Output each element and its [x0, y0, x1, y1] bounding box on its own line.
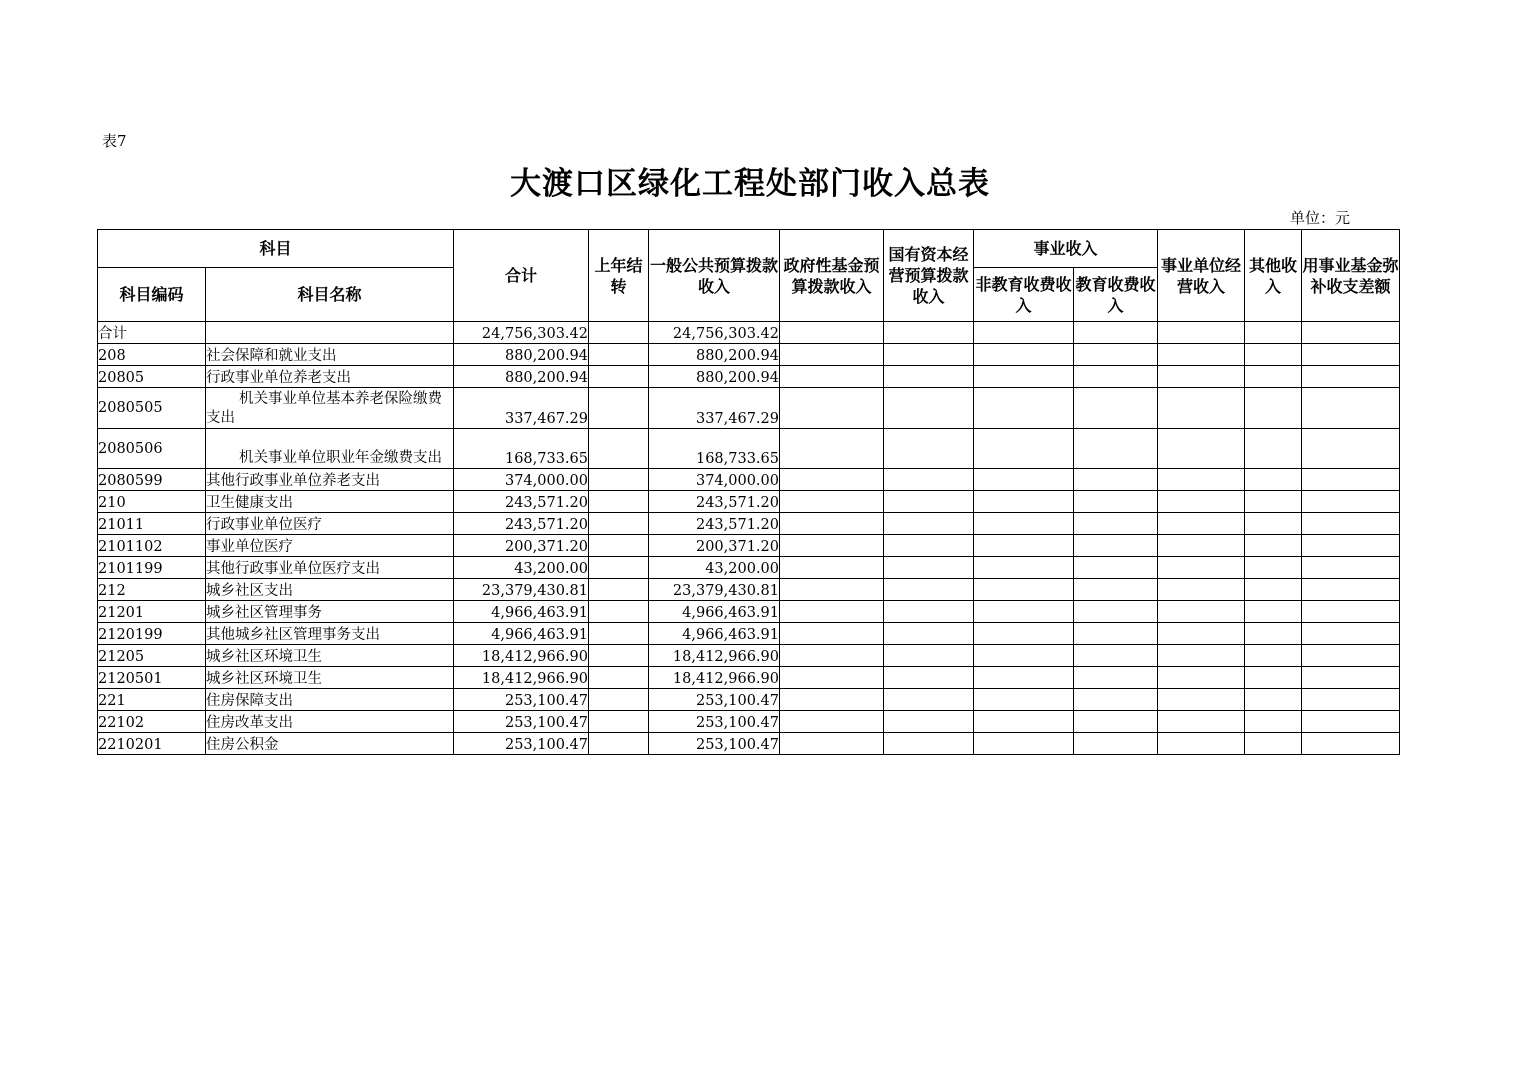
row-total: 880,200.94 [454, 344, 589, 366]
row-general-budget: 243,571.20 [649, 491, 780, 513]
row-total: 880,200.94 [454, 366, 589, 388]
row-name: 行政事业单位医疗 [206, 513, 454, 535]
table-row [98, 579, 1400, 601]
row-general-budget: 253,100.47 [649, 711, 780, 733]
row-general-budget: 168,733.65 [649, 429, 780, 469]
table-row [98, 645, 1400, 667]
table-row [98, 667, 1400, 689]
row-code: 2101102 [98, 535, 206, 557]
table-label: 表7 [102, 132, 127, 150]
row-name: 住房公积金 [206, 733, 454, 755]
header-general-budget: 一般公共预算拨款收入 [649, 230, 780, 322]
row-code: 21201 [98, 601, 206, 623]
row-code: 210 [98, 491, 206, 513]
row-name: 其他城乡社区管理事务支出 [206, 623, 454, 645]
row-name [206, 429, 454, 469]
row-name: 社会保障和就业支出 [206, 344, 454, 366]
table-row [98, 491, 1400, 513]
row-code: 20805 [98, 366, 206, 388]
row-general-budget: 880,200.94 [649, 366, 780, 388]
row-name-text: 机关事业单位基本养老保险缴费支出 [206, 391, 442, 426]
table-row [98, 535, 1400, 557]
table-row [98, 388, 1400, 429]
table-row [98, 322, 1400, 344]
row-general-budget: 43,200.00 [649, 557, 780, 579]
row-total: 200,371.20 [454, 535, 589, 557]
row-general-budget: 880,200.94 [649, 344, 780, 366]
header-operating-income: 事业单位经营收入 [1158, 230, 1245, 322]
page-title: 大渡口区绿化工程处部门收入总表 [510, 166, 990, 202]
row-name: 事业单位医疗 [206, 535, 454, 557]
table-row [98, 601, 1400, 623]
header-edu-fee: 教育收费收入 [1074, 268, 1158, 322]
header-total: 合计 [454, 230, 589, 322]
row-code: 2120501 [98, 667, 206, 689]
row-general-budget: 253,100.47 [649, 733, 780, 755]
row-code: 212 [98, 579, 206, 601]
row-name [206, 322, 454, 344]
table-row [98, 513, 1400, 535]
row-name: 住房保障支出 [206, 689, 454, 711]
row-total: 18,412,966.90 [454, 667, 589, 689]
header-career-fund: 用事业基金弥补收支差额 [1302, 230, 1400, 322]
row-total: 23,379,430.81 [454, 579, 589, 601]
row-name: 其他行政事业单位医疗支出 [206, 557, 454, 579]
row-code: 2120199 [98, 623, 206, 645]
row-code: 2080506 [98, 429, 206, 469]
row-code: 221 [98, 689, 206, 711]
table-row [98, 469, 1400, 491]
row-name-text: 机关事业单位职业年金缴费支出 [239, 450, 442, 466]
header-gov-fund: 政府性基金预算拨款收入 [780, 230, 884, 322]
header-non-edu-fee: 非教育收费收入 [974, 268, 1074, 322]
row-general-budget: 337,467.29 [649, 388, 780, 429]
row-total: 43,200.00 [454, 557, 589, 579]
row-total: 253,100.47 [454, 711, 589, 733]
header-carryover: 上年结转 [589, 230, 649, 322]
row-name: 城乡社区支出 [206, 579, 454, 601]
row-total: 18,412,966.90 [454, 645, 589, 667]
row-total: 4,966,463.91 [454, 601, 589, 623]
header-other-income: 其他收入 [1245, 230, 1302, 322]
row-total: 243,571.20 [454, 513, 589, 535]
header-subject: 科目 [98, 230, 454, 268]
row-code: 2080599 [98, 469, 206, 491]
row-total: 243,571.20 [454, 491, 589, 513]
row-name: 行政事业单位养老支出 [206, 366, 454, 388]
table-row [98, 557, 1400, 579]
row-total: 337,467.29 [454, 388, 589, 429]
header-career-income: 事业收入 [974, 230, 1158, 268]
table-row [98, 689, 1400, 711]
row-total: 4,966,463.91 [454, 623, 589, 645]
table-row [98, 623, 1400, 645]
row-code: 2080505 [98, 388, 206, 429]
row-general-budget: 24,756,303.42 [649, 322, 780, 344]
row-general-budget: 23,379,430.81 [649, 579, 780, 601]
row-total: 374,000.00 [454, 469, 589, 491]
row-general-budget: 18,412,966.90 [649, 667, 780, 689]
table-row [98, 429, 1400, 469]
table-row [98, 733, 1400, 755]
row-total: 253,100.47 [454, 733, 589, 755]
row-name: 城乡社区环境卫生 [206, 645, 454, 667]
row-general-budget: 4,966,463.91 [649, 623, 780, 645]
row-name: 城乡社区管理事务 [206, 601, 454, 623]
unit-label: 单位：元 [1290, 209, 1351, 227]
income-summary-table [97, 229, 1400, 755]
row-name: 卫生健康支出 [206, 491, 454, 513]
row-general-budget: 243,571.20 [649, 513, 780, 535]
table-row [98, 711, 1400, 733]
row-code: 21011 [98, 513, 206, 535]
row-general-budget: 4,966,463.91 [649, 601, 780, 623]
row-name: 其他行政事业单位养老支出 [206, 469, 454, 491]
header-subject-code: 科目编码 [98, 268, 206, 322]
table-row [98, 366, 1400, 388]
row-general-budget: 374,000.00 [649, 469, 780, 491]
row-name: 住房改革支出 [206, 711, 454, 733]
row-name [206, 388, 454, 429]
table-body [98, 322, 1400, 755]
table-row [98, 344, 1400, 366]
header-state-capital: 国有资本经营预算拨款收入 [884, 230, 974, 322]
row-code: 2210201 [98, 733, 206, 755]
row-name: 城乡社区环境卫生 [206, 667, 454, 689]
row-code: 208 [98, 344, 206, 366]
row-general-budget: 200,371.20 [649, 535, 780, 557]
row-total: 24,756,303.42 [454, 322, 589, 344]
row-total: 168,733.65 [454, 429, 589, 469]
row-code: 21205 [98, 645, 206, 667]
row-general-budget: 18,412,966.90 [649, 645, 780, 667]
row-general-budget: 253,100.47 [649, 689, 780, 711]
header-subject-name: 科目名称 [206, 268, 454, 322]
row-code: 22102 [98, 711, 206, 733]
row-total: 253,100.47 [454, 689, 589, 711]
row-code: 2101199 [98, 557, 206, 579]
row-code: 合计 [98, 322, 206, 344]
